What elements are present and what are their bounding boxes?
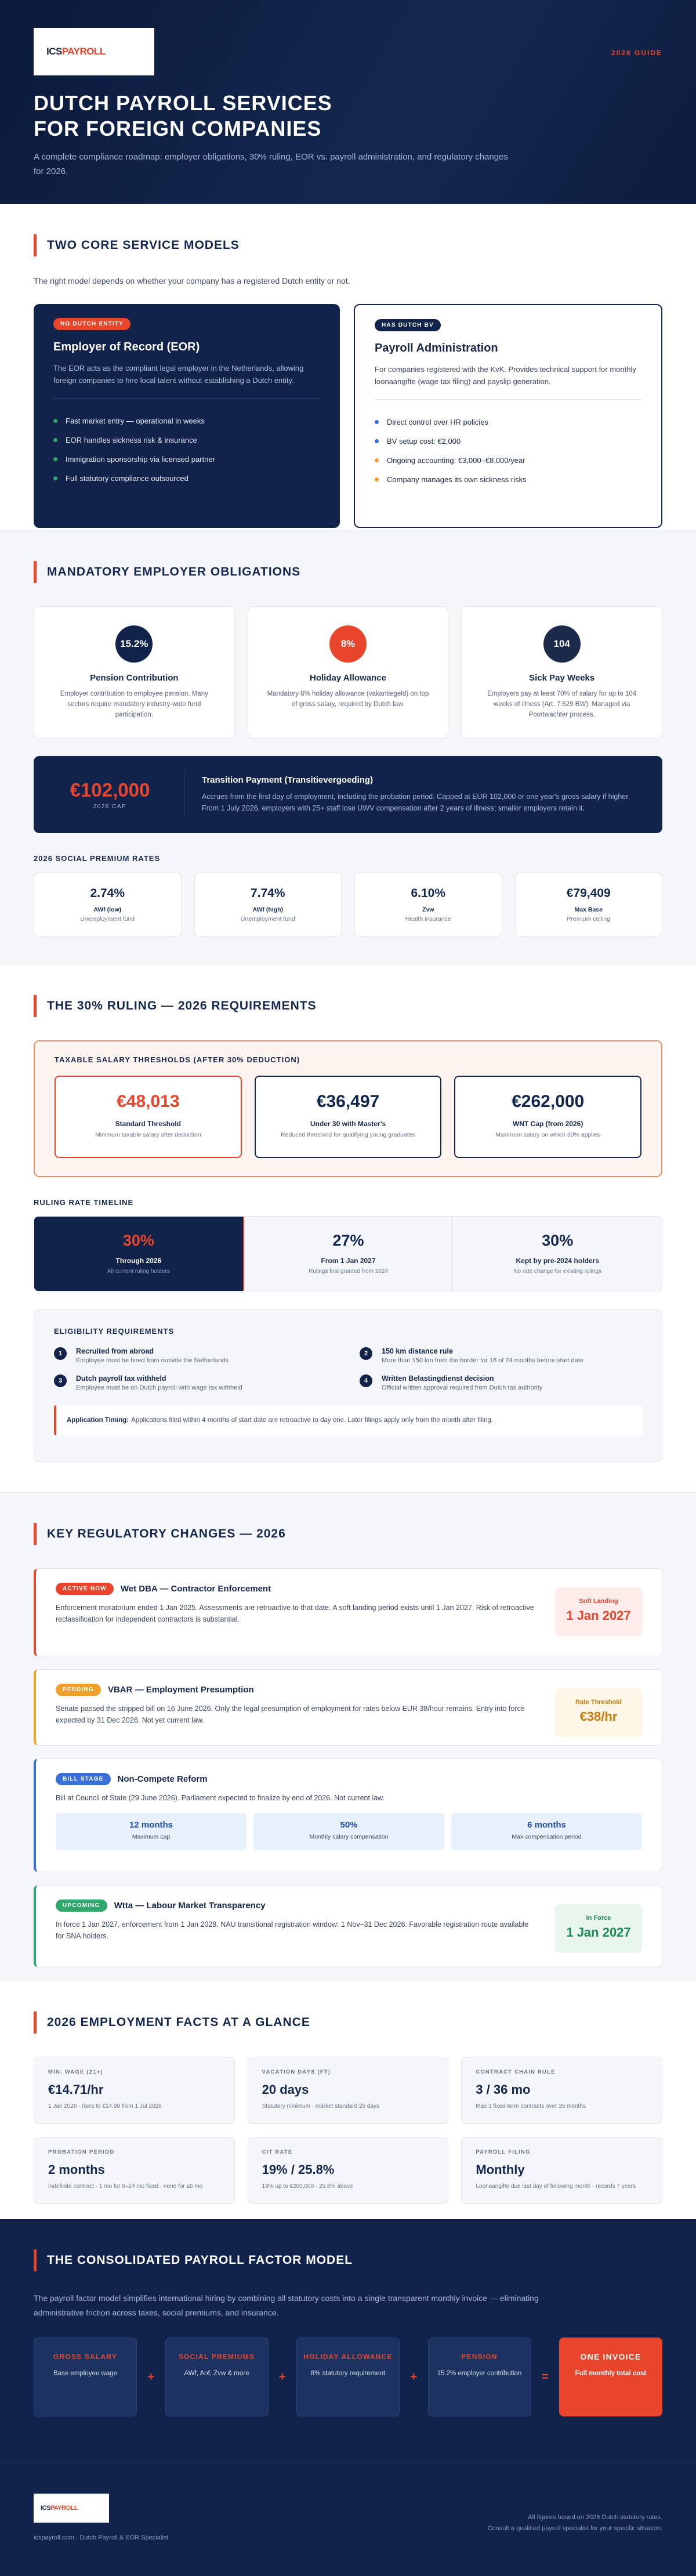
- premium-card: 6.10% Zvw Health insurance: [354, 872, 502, 937]
- status-badge: PENDING: [56, 1684, 101, 1696]
- eor-description: The EOR acts as the compliant legal employer in the Netherlands, allowing foreign companies to hire local talent without establishing a Dutch entity.: [53, 364, 304, 385]
- fact-card: PROBATION PERIOD 2 months Indefinite contract · 1 mo for 6–24 mo fixed · none for ≤6 mo: [34, 2137, 235, 2204]
- eor-benefit-list: [53, 411, 320, 488]
- section-heading: THE 30% RULING — 2026 REQUIREMENTS: [34, 995, 662, 1017]
- footer-site-link[interactable]: icspayroll.com · Dutch Payroll & EOR Specialist: [34, 2534, 169, 2541]
- one-invoice-box: ONE INVOICE Full monthly total cost: [559, 2338, 662, 2416]
- threshold-card: €48,013 Standard Threshold Minimum taxable salary after deduction: [55, 1076, 242, 1158]
- bullet-icon: [375, 477, 379, 482]
- sick-pay-card: 104 Sick Pay Weeks Employers pay at least 70% of salary for up to 104 weeks of illness (Art. 7:629 BW). Managed via Poortwachter process.: [461, 606, 662, 739]
- list-item: Full statutory compliance outsourced: [53, 469, 320, 488]
- stat-box: 6 months Max compensation period: [451, 1813, 642, 1850]
- plus-icon: +: [278, 2370, 286, 2383]
- non-compete-card: BILL STAGE Non-Compete Reform Bill at Council of State (29 June 2026). Parliament expected to finalize by end of 2026. Not current law. 12 months Maximum cap 50% Monthly salary compensation 6 months Max compensation period: [34, 1759, 662, 1872]
- premium-card: 7.74% AWf (high) Unemployment fund: [194, 872, 342, 937]
- hero-section: [0, 0, 696, 204]
- premium-card: €79,409 Max Base Premium ceiling: [515, 872, 663, 937]
- plus-icon: +: [410, 2370, 418, 2383]
- list-item: Fast market entry — operational in weeks: [53, 411, 320, 430]
- timeline-item: 30% Through 2026 All current ruling holders: [34, 1217, 244, 1291]
- hero-subtitle: A complete compliance roadmap: employer obligations, 30% ruling, EOR vs. payroll administration, and regulatory changes for 2026.: [34, 152, 508, 176]
- bullet-icon: [53, 419, 57, 423]
- section-intro: The payroll factor model simplifies international hiring by combining all statutory costs into a single transparent monthly invoice — eliminating administrative friction across taxes, social premiums, and insurance.: [34, 2293, 539, 2317]
- fact-card: CIT RATE 19% / 25.8% 19% up to €200,000 · 25.8% above: [248, 2137, 449, 2204]
- holiday-allowance-card: 8% Holiday Allowance Mandatory 8% holiday allowance (vakantiegeld) on top of gross salary, required by Dutch law.: [248, 606, 449, 739]
- in-force-badge: In Force 1 Jan 2027: [555, 1904, 642, 1953]
- holiday-rate-badge: 8%: [329, 625, 367, 663]
- factor-box: SOCIAL PREMIUMS AWf, Aof, Zvw & more: [165, 2338, 269, 2416]
- obligations-section: [0, 530, 696, 965]
- section-heading: THE CONSOLIDATED PAYROLL FACTOR MODEL: [34, 2249, 662, 2271]
- eligibility-item: 2 150 km distance rule More than 150 km from the border for 16 of 24 months before start date: [360, 1347, 642, 1364]
- status-badge: UPCOMING: [56, 1900, 107, 1912]
- status-badge: BILL STAGE: [56, 1773, 111, 1785]
- eor-badge: NO DUTCH ENTITY: [53, 318, 130, 330]
- page-title: DUTCH PAYROLL SERVICES FOR FOREIGN COMPANIES: [34, 91, 332, 140]
- application-timing-note: Application Timing: Applications filed within 4 months of start date are retroactive to day one. Later filings apply only from the month after filing.: [54, 1405, 642, 1435]
- factor-box: GROSS SALARY Base employee wage: [34, 2338, 137, 2416]
- pension-rate-badge: 15.2%: [115, 625, 153, 663]
- guide-label: 2026 GUIDE: [611, 49, 662, 57]
- section-intro: The right model depends on whether your company has a registered Dutch entity or not.: [34, 276, 350, 285]
- fact-card: MIN. WAGE (21+) €14.71/hr 1 Jan 2026 · rises to €14.99 from 1 Jul 2026: [34, 2057, 235, 2124]
- eor-card: [34, 304, 340, 528]
- footer-disclaimer: All figures based on 2026 Dutch statutory rates. Consult a qualified payroll specialist for your specific situation.: [487, 2514, 662, 2532]
- threshold-card: €262,000 WNT Cap (from 2026) Maximum salary on which 30% applies: [454, 1076, 641, 1158]
- ruling-section: [0, 965, 696, 1492]
- regulatory-section: [0, 1492, 696, 1981]
- eligibility-item: 3 Dutch payroll tax withheld Employee must be on Dutch payroll with wage tax withheld: [54, 1374, 336, 1391]
- stat-box: 50% Monthly salary compensation: [253, 1813, 444, 1850]
- thresholds-panel: TAXABLE SALARY THRESHOLDS (AFTER 30% DEDUCTION) €48,013 Standard Threshold Minimum taxable salary after deduction €36,497 Under 30 with Master's Reduced threshold for qualifying young graduates €262,000 WNT Cap (from 2026) Maximum salary on which 30% applies: [34, 1040, 662, 1177]
- threshold-card: €36,497 Under 30 with Master's Reduced threshold for qualifying young graduates: [255, 1076, 442, 1158]
- timeline-heading: RULING RATE TIMELINE: [34, 1198, 134, 1207]
- status-badge: ACTIVE NOW: [56, 1583, 114, 1595]
- factor-model-section: [0, 2219, 696, 2462]
- timeline-item: 27% From 1 Jan 2027 Rulings first granted from 2024: [244, 1217, 454, 1291]
- footer: [0, 2462, 696, 2576]
- transition-cap-amount: €102,000: [70, 779, 150, 801]
- bullet-icon: [53, 457, 57, 461]
- facts-section: [0, 1981, 696, 2219]
- payroll-feature-list: [375, 413, 641, 489]
- bullet-icon: [375, 458, 379, 462]
- section-heading: TWO CORE SERVICE MODELS: [34, 234, 662, 256]
- section-heading: MANDATORY EMPLOYER OBLIGATIONS: [34, 561, 662, 583]
- service-models-section: [0, 204, 696, 530]
- factor-equation: [34, 2338, 662, 2416]
- equals-icon: =: [541, 2370, 549, 2383]
- stat-box: 12 months Maximum cap: [56, 1813, 246, 1850]
- eligibility-panel: ELIGIBILITY REQUIREMENTS 1 Recruited from abroad Employee must be hired from outside the Netherlands 2 150 km distance rule More than 150 km from the border for 16 of 24 months before start date 3 Dutch payroll tax withheld Employee must be on Dutch payroll with wage tax withheld 4 Written Belastingdienst decision Official written approval required from Dutch tax authority Application Timing: Applications filed within 4 months of start date are retroactive to day one. Later filings apply only from the month after filing.: [34, 1309, 662, 1462]
- rate-threshold-badge: Rate Threshold €38/hr: [555, 1688, 642, 1737]
- wet-dba-card: ACTIVE NOW Wet DBA — Contractor Enforcement Enforcement moratorium ended 1 Jan 2025. Assessments are retroactive to that date. A soft landing period exists until 1 Jan 2027. Risk of retroactive reclassification for independent contractors is substantial. Soft Landing 1 Jan 2027: [34, 1568, 662, 1656]
- factor-box: PENSION 15.2% employer contribution: [428, 2338, 531, 2416]
- section-heading: KEY REGULATORY CHANGES — 2026: [34, 1523, 662, 1545]
- fact-card: CONTRACT CHAIN RULE 3 / 36 mo Max 3 fixed-term contracts over 36 months: [461, 2057, 662, 2124]
- soft-landing-badge: Soft Landing 1 Jan 2027: [555, 1587, 642, 1636]
- bullet-icon: [53, 438, 57, 442]
- bullet-icon: [375, 439, 379, 443]
- premium-card: 2.74% AWf (low) Unemployment fund: [34, 872, 182, 937]
- sick-weeks-badge: 104: [543, 625, 581, 663]
- list-item: BV setup cost: €2,000: [375, 432, 641, 451]
- list-item: EOR handles sickness risk & insurance: [53, 430, 320, 450]
- factor-box: HOLIDAY ALLOWANCE 8% statutory requirement: [296, 2338, 400, 2416]
- payroll-description: For companies registered with the KvK. Provides technical support for monthly loonaangifte (wage tax filing) and payslip generation.: [375, 365, 636, 386]
- logo[interactable]: ICSPAYROLL: [34, 28, 154, 75]
- premiums-heading: 2026 SOCIAL PREMIUM RATES: [34, 854, 161, 863]
- section-heading: 2026 EMPLOYMENT FACTS AT A GLANCE: [34, 2011, 662, 2034]
- bullet-icon: [53, 476, 57, 480]
- fact-card: PAYROLL FILING Monthly Loonaangifte due last day of following month · records 7 years: [461, 2137, 662, 2204]
- eligibility-item: 1 Recruited from abroad Employee must be hired from outside the Netherlands: [54, 1347, 336, 1364]
- payroll-admin-card: [354, 304, 662, 528]
- list-item: Direct control over HR policies: [375, 413, 641, 432]
- list-item: Company manages its own sickness risks: [375, 470, 641, 489]
- plus-icon: +: [147, 2370, 155, 2383]
- footer-logo[interactable]: ICSPAYROLL: [34, 2494, 109, 2523]
- fact-card: VACATION DAYS (FT) 20 days Statutory minimum · market standard 25 days: [248, 2057, 449, 2124]
- pension-card: 15.2% Pension Contribution Employer contribution to employee pension. Many sectors require mandatory industry-wide fund participation.: [34, 606, 235, 739]
- payroll-title: Payroll Administration: [375, 342, 498, 354]
- list-item: Immigration sponsorship via licensed partner: [53, 450, 320, 469]
- bullet-icon: [375, 420, 379, 424]
- eor-title: Employer of Record (EOR): [53, 341, 200, 353]
- transition-payment-banner: €102,000 2026 CAP Transition Payment (Transitievergoeding) Accrues from the first day of employment, including the probation period. Capped at EUR 102,000 or one year's gross salary if higher. From 1 July 2026, employers with 25+ staff lose UWV compensation after 2 years of illness; smaller employers retain it.: [34, 756, 662, 833]
- list-item: Ongoing accounting: €3,000–€8,000/year: [375, 451, 641, 470]
- payroll-badge: HAS DUTCH BV: [375, 319, 441, 331]
- wtta-card: UPCOMING Wtta — Labour Market Transparency In force 1 Jan 2027, enforcement from 1 Jan 2028. NAU transitional registration window: 1 Nov–31 Dec 2026. Favorable registration route available for SNA holders. In Force 1 Jan 2027: [34, 1885, 662, 1967]
- vbar-card: PENDING VBAR — Employment Presumption Senate passed the stripped bill on 16 June 2026. Only the legal presumption of employment for rates below EUR 38/hour remains. Entry into force expected by 31 Dec 2026. Not yet current law. Rate Threshold €38/hr: [34, 1669, 662, 1746]
- rate-timeline: [34, 1216, 662, 1291]
- timeline-item: 30% Kept by pre-2024 holders No rate change for existing rulings: [453, 1217, 662, 1291]
- eligibility-item: 4 Written Belastingdienst decision Official written approval required from Dutch tax authority: [360, 1374, 642, 1391]
